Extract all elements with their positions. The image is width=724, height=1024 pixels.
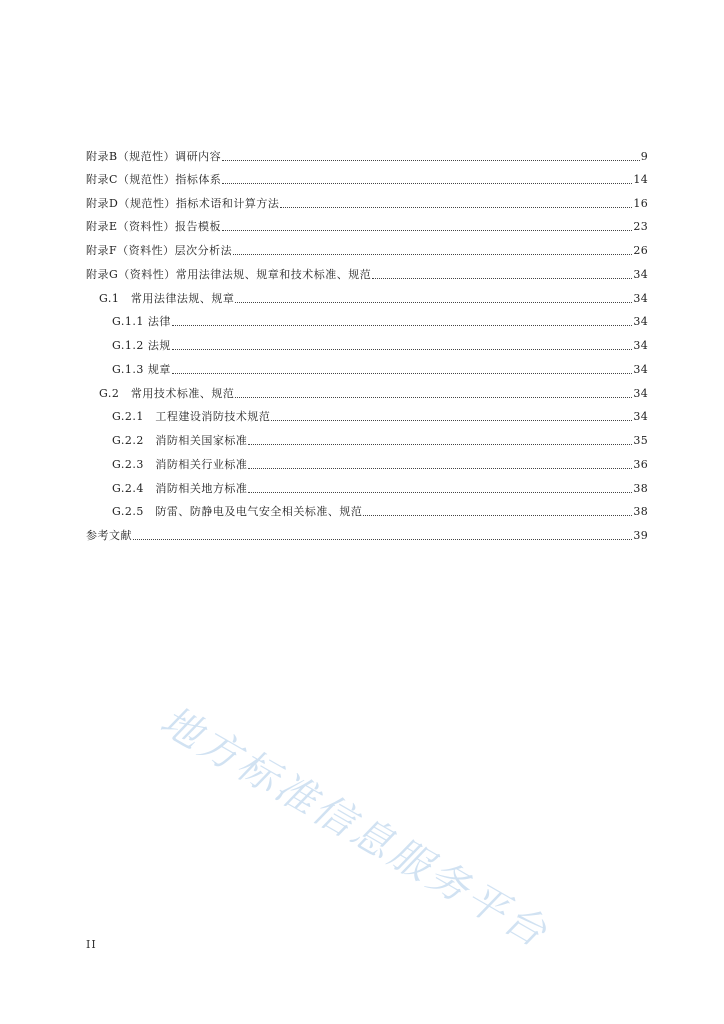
toc-leader-dots: [248, 492, 632, 493]
toc-leader-dots: [233, 254, 632, 255]
toc-entry-appendix-g[interactable]: [86, 264, 648, 282]
toc-entry-page: 38: [633, 482, 648, 495]
toc-entry-label: 附录D（规范性）指标术语和计算方法: [86, 197, 280, 210]
toc-leader-dots: [372, 278, 632, 279]
toc-entry-page: 36: [633, 458, 648, 471]
toc-leader-dots: [222, 183, 632, 184]
toc-entry-g1[interactable]: [99, 288, 648, 306]
toc-entry-appendix-b[interactable]: [86, 146, 648, 164]
toc-entry-label: G.2.3 消防相关行业标准: [112, 458, 248, 471]
toc-entry-page: 23: [633, 220, 648, 233]
toc-entry-label: G.2.4 消防相关地方标准: [112, 482, 248, 495]
toc-leader-dots: [172, 325, 633, 326]
toc-entry-page: 26: [633, 244, 648, 257]
toc-entry-page: 16: [633, 197, 648, 210]
toc-entry-g1-1[interactable]: [112, 311, 648, 329]
toc-entry-label: G.2 常用技术标准、规范: [99, 387, 235, 400]
toc-entry-label: G.1 常用法律法规、规章: [99, 292, 235, 305]
toc-leader-dots: [235, 397, 632, 398]
toc-entry-page: 39: [633, 529, 648, 542]
toc-entry-page: 35: [633, 434, 648, 447]
toc-entry-label: 附录B（规范性）调研内容: [86, 150, 222, 163]
toc-entry-label: 附录E（资料性）报告模板: [86, 220, 222, 233]
toc-entry-appendix-e[interactable]: [86, 216, 648, 234]
toc-entry-g2-4[interactable]: [112, 478, 648, 496]
toc-entry-page: 34: [633, 268, 648, 281]
toc-entry-g1-2[interactable]: [112, 335, 648, 353]
toc-entry-label: G.2.5 防雷、防静电及电气安全相关标准、规范: [112, 505, 363, 518]
toc-entry-g1-3[interactable]: [112, 359, 648, 377]
toc-leader-dots: [222, 230, 632, 231]
toc-entry-appendix-d[interactable]: [86, 193, 648, 211]
toc-entry-page: 34: [633, 315, 648, 328]
toc-entry-label: 附录F（资料性）层次分析法: [86, 244, 233, 257]
toc-entry-appendix-c[interactable]: [86, 169, 648, 187]
toc-entry-page: 34: [633, 387, 648, 400]
toc-entry-label: 附录C（规范性）指标体系: [86, 173, 222, 186]
watermark: 地方标准信息服务平台: [152, 697, 557, 958]
toc-leader-dots: [222, 160, 640, 161]
toc-leader-dots: [133, 539, 632, 540]
toc-entry-page: 14: [633, 173, 648, 186]
toc-entry-page: 9: [640, 150, 648, 163]
toc-entry-g2[interactable]: [99, 383, 648, 401]
toc-entry-g2-5[interactable]: [112, 501, 648, 519]
toc-leader-dots: [271, 420, 632, 421]
toc-entry-label: G.1.1 法律: [112, 315, 171, 328]
toc-entry-label: 参考文献: [86, 529, 132, 542]
toc-entry-page: 34: [633, 292, 648, 305]
toc-entry-appendix-f[interactable]: [86, 240, 648, 258]
toc-entry-label: G.1.2 法规: [112, 339, 171, 352]
toc-entry-g2-3[interactable]: [112, 454, 648, 472]
toc-entry-page: 34: [633, 410, 648, 423]
toc-entry-g2-1[interactable]: [112, 406, 648, 424]
toc-entry-page: 34: [633, 363, 648, 376]
toc-entry-label: G.1.3 规章: [112, 363, 171, 376]
toc-entry-label: G.2.2 消防相关国家标准: [112, 434, 248, 447]
toc-leader-dots: [363, 515, 632, 516]
toc-entry-page: 34: [633, 339, 648, 352]
toc-leader-dots: [172, 373, 633, 374]
toc-leader-dots: [235, 302, 632, 303]
toc-entry-label: G.2.1 工程建设消防技术规范: [112, 410, 271, 423]
toc-leader-dots: [248, 444, 632, 445]
toc-leader-dots: [248, 468, 632, 469]
page-number: II: [86, 938, 97, 951]
toc-entry-g2-2[interactable]: [112, 430, 648, 448]
toc-entry-references[interactable]: [86, 525, 648, 543]
toc-leader-dots: [280, 207, 632, 208]
toc-entry-page: 38: [633, 505, 648, 518]
toc-entry-label: 附录G（资料性）常用法律法规、规章和技术标准、规范: [86, 268, 372, 281]
toc-leader-dots: [172, 349, 633, 350]
